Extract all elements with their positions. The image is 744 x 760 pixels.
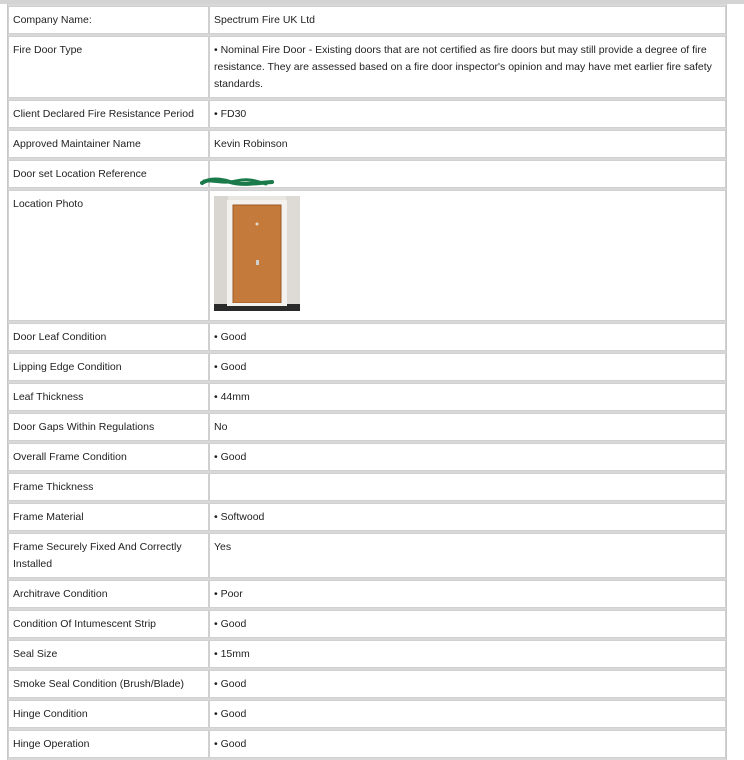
row-value: • Good (209, 323, 726, 351)
row-value: • Softwood (209, 503, 726, 531)
row-label: Client Declared Fire Resistance Period (8, 100, 209, 128)
row-label: Frame Material (8, 503, 209, 531)
table-row (8, 443, 726, 471)
row-label: Frame Securely Fixed And Correctly Installed (8, 533, 209, 578)
row-label: Approved Maintainer Name (8, 130, 209, 158)
inspection-table (7, 4, 727, 760)
table-row (8, 700, 726, 728)
row-label: Door Leaf Condition (8, 323, 209, 351)
table-row (8, 100, 726, 128)
row-label: Frame Thickness (8, 473, 209, 501)
row-value: • Good (209, 730, 726, 758)
table-row (8, 323, 726, 351)
row-label: Hinge Operation (8, 730, 209, 758)
row-label: Condition Of Intumescent Strip (8, 610, 209, 638)
row-label: Smoke Seal Condition (Brush/Blade) (8, 670, 209, 698)
row-value-redacted (209, 160, 726, 188)
table-row (8, 533, 726, 578)
row-label: Leaf Thickness (8, 383, 209, 411)
row-label: Door set Location Reference (8, 160, 209, 188)
table-row (8, 36, 726, 98)
row-value: No (209, 413, 726, 441)
redaction-scribble-icon (200, 175, 274, 189)
door-photo (214, 196, 300, 311)
row-label: Fire Door Type (8, 36, 209, 98)
row-value (209, 473, 726, 501)
table-row (8, 670, 726, 698)
table-row (8, 503, 726, 531)
table-row (8, 190, 726, 321)
row-value: • 15mm (209, 640, 726, 668)
row-label: Hinge Condition (8, 700, 209, 728)
row-value: • Good (209, 670, 726, 698)
row-label: Company Name: (8, 6, 209, 34)
row-value: • Good (209, 443, 726, 471)
table-row (8, 130, 726, 158)
table-row (8, 353, 726, 381)
table-row (8, 473, 726, 501)
table-row (8, 610, 726, 638)
row-label: Seal Size (8, 640, 209, 668)
row-value: • Nominal Fire Door - Existing doors that are not certified as fire doors but may still provide a degree of fire resistance. They are assessed based on a fire door inspector's opinion and may have met earlier fire safety standards. (209, 36, 726, 98)
row-value: • Good (209, 353, 726, 381)
row-label: Door Gaps Within Regulations (8, 413, 209, 441)
row-value: • Poor (209, 580, 726, 608)
row-value: Spectrum Fire UK Ltd (209, 6, 726, 34)
location-photo-cell (209, 190, 726, 321)
row-value: Kevin Robinson (209, 130, 726, 158)
row-value: • 44mm (209, 383, 726, 411)
row-value: • Good (209, 700, 726, 728)
row-value: • Good (209, 610, 726, 638)
row-label: Location Photo (8, 190, 209, 321)
table-row (8, 640, 726, 668)
table-row (8, 580, 726, 608)
table-row (8, 730, 726, 758)
row-value: Yes (209, 533, 726, 578)
table-row (8, 6, 726, 34)
row-label: Architrave Condition (8, 580, 209, 608)
table-row (8, 383, 726, 411)
row-label: Overall Frame Condition (8, 443, 209, 471)
row-label: Lipping Edge Condition (8, 353, 209, 381)
table-row (8, 160, 726, 188)
row-value: • FD30 (209, 100, 726, 128)
table-row (8, 413, 726, 441)
